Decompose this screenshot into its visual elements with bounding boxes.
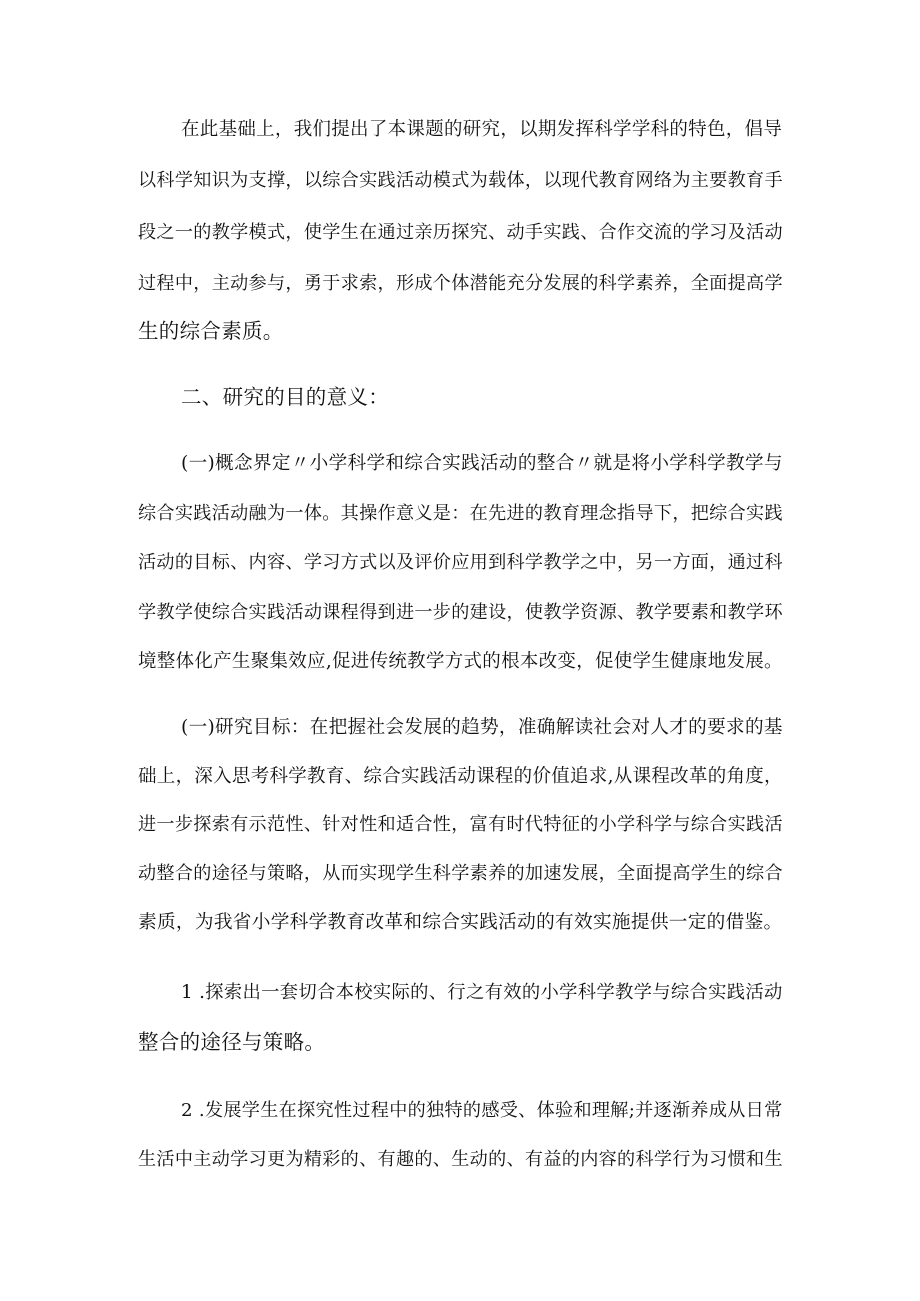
text-line: 生活中主动学习更为精彩的、有趣的、生动的、有益的内容的科学行为习惯和生 [138, 1149, 783, 1170]
text-line: 综合实践活动融为一体。其操作意义是：在先进的教育理念指导下，把综合实践 [138, 503, 783, 524]
text-line: 2 .发展学生在探究性过程中的独特的感受、体验和理解;并逐渐养成从日常 [181, 1100, 783, 1121]
text-line: 生的综合素质。 [138, 319, 284, 343]
text-line: 段之一的教学模式，使学生在通过亲历探究、动手实践、合作交流的学习及活动 [138, 222, 783, 243]
section-heading: 二、研究的目的意义： [181, 385, 389, 409]
text-line: 以科学知识为支撑，以综合实践活动模式为载体，以现代教育网络为主要教育手 [138, 170, 783, 191]
text-line: 活动的目标、内容、学习方式以及评价应用到科学教学之中，另一方面，通过科 [138, 552, 783, 573]
text-line: (一)概念界定〃小学科学和综合实践活动的整合〃就是将小学科学教学与 [181, 453, 783, 474]
text-line: 1 .探索出一套切合本校实际的、行之有效的小学科学教学与综合实践活动 [181, 982, 783, 1003]
text-line: 学教学使综合实践活动课程得到进一步的建设，使教学资源、教学要素和教学环 [138, 602, 783, 623]
text-line: 整合的途径与策略。 [138, 1030, 326, 1054]
text-line: 素质，为我省小学科学教育改革和综合实践活动的有效实施提供一定的借鉴。 [138, 912, 783, 933]
text-line: 进一步探索有示范性、针对性和适合性，富有时代特征的小学科学与综合实践活 [138, 814, 783, 835]
text-line: 境整体化产生聚集效应,促进传统教学方式的根本改变，促使学生健康地发展。 [138, 651, 783, 672]
text-line: 础上，深入思考科学教育、综合实践活动课程的价值追求,从课程改革的角度， [138, 766, 783, 787]
text-line: 在此基础上，我们提出了本课题的研究，以期发挥科学学科的特色，倡导 [181, 119, 783, 140]
text-line: 过程中，主动参与，勇于求索，形成个体潜能充分发展的科学素养，全面提高学 [138, 273, 783, 294]
text-line: (一)研究目标：在把握社会发展的趋势，准确解读社会对人才的要求的基 [181, 717, 783, 738]
text-line: 动整合的途径与策略，从而实现学生科学素养的加速发展，全面提高学生的综合 [138, 863, 783, 884]
